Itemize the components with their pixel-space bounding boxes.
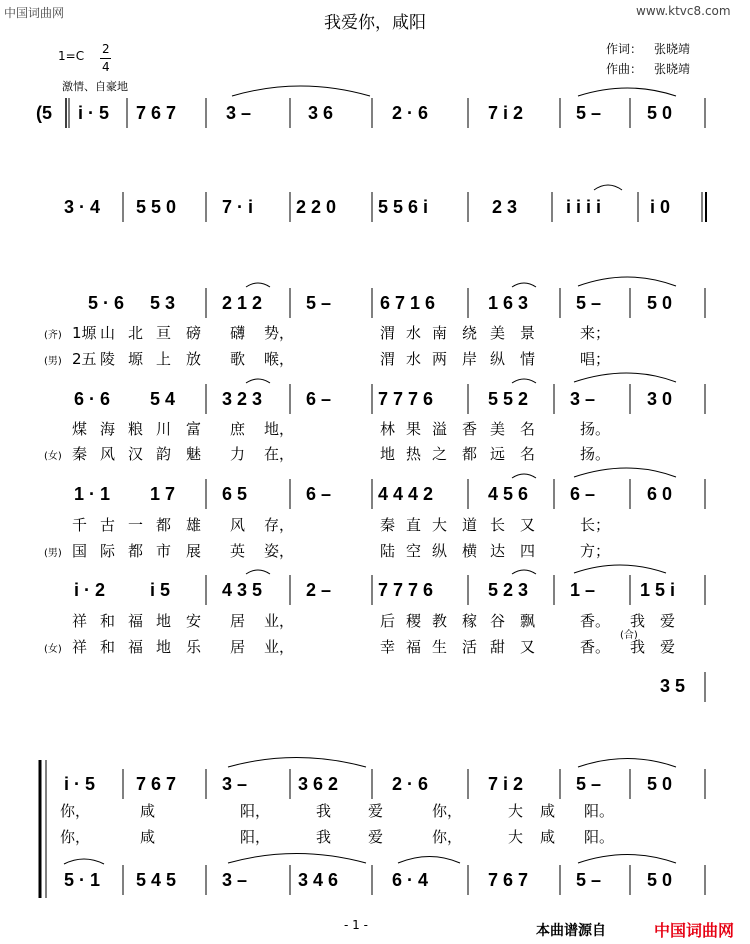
lyric-syllable: 势， [264, 324, 295, 342]
lyric-syllable: 咸 [540, 802, 556, 820]
lyric-syllable: 地， [264, 420, 295, 438]
time-signature-top: 2 [102, 42, 110, 56]
lyric-syllable: 幸 [380, 638, 396, 656]
svg-text:5 –: 5 – [576, 870, 602, 890]
lyric-syllable: 长 [490, 516, 506, 534]
svg-text:3 2 3: 3 2 3 [222, 389, 263, 409]
lyric-syllable: 塬 [128, 350, 144, 368]
svg-text:i i i i: i i i i [566, 197, 602, 217]
lyric-syllable: 富 [186, 420, 202, 438]
lyric-syllable: 古 [100, 516, 116, 534]
lyric-syllable: 甜 [490, 638, 506, 656]
svg-text:2 2 0: 2 2 0 [296, 197, 337, 217]
lyric-syllable: 直 [406, 516, 422, 534]
svg-text:6 · 6: 6 · 6 [74, 389, 111, 409]
part-tag-male: (男) [44, 548, 62, 559]
lyric-syllable: 福 [406, 638, 422, 656]
lyric-syllable: 煤 [72, 420, 88, 438]
lyricist-name: 张晓靖 [654, 42, 691, 56]
lyric-syllable: 渭 [380, 324, 396, 342]
svg-text:3 –: 3 – [570, 389, 596, 409]
svg-text:7 i 2: 7 i 2 [488, 103, 524, 123]
lyric-syllable: 溢 [432, 420, 448, 438]
lyric-syllable: 国 [72, 542, 88, 560]
lyric-syllable: 存， [264, 516, 295, 534]
svg-text:7 i 2: 7 i 2 [488, 774, 524, 794]
svg-text:2 3: 2 3 [492, 197, 518, 217]
svg-text:1 · 1: 1 · 1 [74, 484, 111, 504]
svg-text:5 5 0: 5 5 0 [136, 197, 177, 217]
lyric-syllable: 都 [128, 542, 144, 560]
svg-text:2 · 6: 2 · 6 [392, 103, 429, 123]
lyric-syllable: 林 [380, 420, 396, 438]
svg-text:5 4: 5 4 [150, 389, 176, 409]
lyric-syllable: 北 [128, 324, 144, 342]
svg-text:3 –: 3 – [226, 103, 252, 123]
lyric-syllable: 香。 [580, 638, 611, 656]
svg-text:3 6 2: 3 6 2 [298, 774, 339, 794]
lyric-syllable: 和 [100, 638, 116, 656]
lyric-syllable: 热 [406, 445, 422, 463]
lyric-syllable: 阳， [240, 828, 271, 846]
lyric-syllable: 我 [316, 828, 332, 846]
lyric-syllable: 陵 [100, 350, 116, 368]
lyric-syllable: 纵 [432, 542, 448, 560]
svg-text:7 · i: 7 · i [222, 197, 254, 217]
lyric-syllable: 香。 [580, 612, 611, 630]
lyric-syllable: 际 [100, 542, 116, 560]
lyric-syllable: 阳。 [584, 828, 615, 846]
composer-label: 作曲： [606, 62, 643, 76]
lyric-syllable: 景 [520, 324, 536, 342]
lyric-syllable: 展 [186, 542, 202, 560]
lyric-syllable: 纵 [490, 350, 506, 368]
svg-text:3 0: 3 0 [647, 389, 673, 409]
lyric-syllable: 风 [100, 445, 116, 463]
lyric-syllable: 秦 [380, 516, 396, 534]
page-number: - 1 - [344, 918, 368, 932]
lyric-syllable: 美 [490, 420, 506, 438]
footer-source-label: 本曲谱源自 [536, 923, 606, 939]
lyric-syllable: 你， [60, 828, 91, 846]
lyric-syllable: 飘 [520, 612, 536, 630]
lyric-syllable: 空 [406, 542, 422, 560]
svg-text:6 · 4: 6 · 4 [392, 870, 429, 890]
lyric-syllable: 庶 [230, 420, 246, 438]
lyric-syllable: 安 [186, 612, 202, 630]
svg-text:7 7 7 6: 7 7 7 6 [378, 389, 434, 409]
lyric-syllable: 名 [520, 445, 536, 463]
svg-text:5 0: 5 0 [647, 293, 673, 313]
lyric-syllable: 之 [432, 445, 448, 463]
part-tag-male: (男) [44, 356, 62, 367]
svg-text:3 –: 3 – [222, 870, 248, 890]
svg-text:3 –: 3 – [222, 774, 248, 794]
lyric-syllable: 喉， [264, 350, 295, 368]
lyric-syllable: 祥 [72, 612, 88, 630]
svg-text:6 7 1 6: 6 7 1 6 [380, 293, 436, 313]
lyric-syllable: 两 [432, 350, 448, 368]
svg-text:5 0: 5 0 [647, 870, 673, 890]
lyric-syllable: 咸 [140, 802, 156, 820]
lyric-syllable: 福 [128, 638, 144, 656]
svg-text:i · 5: i · 5 [64, 774, 96, 794]
lyric-syllable: 又 [520, 516, 536, 534]
lyric-syllable: 后 [380, 612, 396, 630]
svg-text:i · 5: i · 5 [78, 103, 110, 123]
lyric-syllable: 又 [520, 638, 536, 656]
lyric-syllable: 都 [462, 445, 478, 463]
svg-text:3 6: 3 6 [308, 103, 334, 123]
lyric-syllable: 汉 [128, 445, 144, 463]
svg-text:5 –: 5 – [576, 293, 602, 313]
svg-text:5 · 6: 5 · 6 [88, 293, 125, 313]
svg-text:i 5: i 5 [150, 580, 171, 600]
site-url-right: www.ktvc8.com [636, 4, 731, 18]
site-name-left: 中国词曲网 [4, 6, 65, 20]
lyric-syllable: 和 [100, 612, 116, 630]
svg-text:5 · 1: 5 · 1 [64, 870, 101, 890]
lyric-syllable: 歌 [230, 350, 246, 368]
svg-text:i 0: i 0 [650, 197, 671, 217]
lyric-syllable: 大 [508, 802, 524, 820]
lyric-syllable: 魅 [186, 445, 202, 463]
lyric-syllable: 长； [580, 516, 611, 534]
lyric-syllable: 风 [230, 516, 246, 534]
lyric-syllable: 阳。 [584, 802, 615, 820]
lyric-syllable: 海 [100, 420, 116, 438]
part-tag-chorus: (齐) [44, 330, 62, 341]
lyric-syllable: 陆 [380, 542, 396, 560]
lyric-syllable: 扬。 [580, 445, 611, 463]
lyric-syllable: 粮 [128, 420, 144, 438]
lyric-syllable: 业， [264, 638, 295, 656]
lyric-syllable: 山 [100, 324, 116, 342]
lyric-syllable: 千 [72, 516, 88, 534]
svg-text:5 –: 5 – [576, 103, 602, 123]
lyric-syllable: 教 [432, 612, 448, 630]
lyric-syllable: 稷 [406, 612, 422, 630]
svg-text:7 6 7: 7 6 7 [136, 103, 177, 123]
svg-text:5 3: 5 3 [150, 293, 176, 313]
lyric-syllable: 地 [156, 638, 172, 656]
lyric-syllable: 咸 [140, 828, 156, 846]
lyric-syllable: 香 [462, 420, 478, 438]
svg-text:6 5: 6 5 [222, 484, 248, 504]
time-signature-bottom: 4 [102, 60, 110, 74]
lyric-syllable: 亘 [156, 324, 172, 342]
lyric-syllable: 爱 [660, 638, 676, 656]
svg-text:4 5 6: 4 5 6 [488, 484, 529, 504]
part-tag-tutti: (合) [620, 630, 638, 641]
lyric-syllable: 福 [128, 612, 144, 630]
lyric-syllable: 扬。 [580, 420, 611, 438]
lyric-syllable: 生 [432, 638, 448, 656]
lyric-syllable: 咸 [540, 828, 556, 846]
lyric-syllable: 达 [490, 542, 506, 560]
lyric-syllable: 在， [264, 445, 295, 463]
lyric-syllable: 来； [580, 324, 611, 342]
svg-text:6 –: 6 – [306, 389, 332, 409]
svg-text:2 1 2: 2 1 2 [222, 293, 263, 313]
lyric-syllable: 一 [128, 516, 144, 534]
svg-text:7 7 7 6: 7 7 7 6 [378, 580, 434, 600]
svg-text:1 –: 1 – [570, 580, 596, 600]
lyric-syllable: 美 [490, 324, 506, 342]
svg-text:5 5 2: 5 5 2 [488, 389, 529, 409]
lyric-syllable: 爱 [368, 802, 384, 820]
lyric-syllable: 岸 [462, 350, 478, 368]
svg-text:3 5: 3 5 [660, 676, 686, 696]
lyric-syllable: 爱 [660, 612, 676, 630]
svg-text:6 –: 6 – [570, 484, 596, 504]
lyric-syllable: 名 [520, 420, 536, 438]
lyric-syllable: 居 [230, 638, 246, 656]
lyric-syllable: 我 [316, 802, 332, 820]
lyric-syllable: 我 [630, 638, 646, 656]
lyric-syllable: 南 [432, 324, 448, 342]
svg-text:1 6 3: 1 6 3 [488, 293, 529, 313]
lyric-syllable: 乐 [186, 638, 202, 656]
lyric-syllable: 祥 [72, 638, 88, 656]
svg-text:i · 2: i · 2 [74, 580, 106, 600]
lyric-syllable: 水 [406, 350, 422, 368]
lyric-syllable: 水 [406, 324, 422, 342]
composer-name: 张晓靖 [654, 62, 691, 76]
lyric-syllable: 放 [186, 350, 202, 368]
lyric-syllable: 稼 [462, 612, 478, 630]
svg-text:5 4 5: 5 4 5 [136, 870, 177, 890]
lyric-syllable: 川 [156, 420, 172, 438]
song-title: 我爱你，咸阳 [324, 13, 426, 33]
lyric-syllable: 你， [60, 802, 91, 820]
lyric-syllable: 你， [432, 828, 463, 846]
lyric-syllable: 道 [462, 516, 478, 534]
lyric-syllable: 情 [520, 350, 536, 368]
lyric-syllable: 大 [432, 516, 448, 534]
lyricist-label: 作词： [606, 42, 643, 56]
lyric-syllable: 韵 [156, 445, 172, 463]
lyric-syllable: 居 [230, 612, 246, 630]
lyric-syllable: 远 [490, 445, 506, 463]
lyric-syllable: 阳， [240, 802, 271, 820]
lyric-syllable: 谷 [490, 612, 506, 630]
svg-text:7 6 7: 7 6 7 [136, 774, 177, 794]
lyric-syllable: 活 [462, 638, 478, 656]
lyric-syllable: 地 [380, 445, 396, 463]
lyric-syllable: 渭 [380, 350, 396, 368]
lyric-syllable: 力 [230, 445, 246, 463]
lyric-syllable: 四 [520, 542, 536, 560]
lyric-syllable: 2五 [72, 350, 97, 368]
key-signature: 1=C [58, 49, 85, 63]
lyric-syllable: 方； [580, 542, 611, 560]
svg-text:5 2 3: 5 2 3 [488, 580, 529, 600]
lyric-syllable: 果 [406, 420, 422, 438]
lyric-syllable: 姿， [264, 542, 295, 560]
lyric-syllable: 唱； [580, 350, 611, 368]
lyric-syllable: 英 [230, 542, 246, 560]
lyric-syllable: 爱 [368, 828, 384, 846]
lyric-syllable: 秦 [72, 445, 88, 463]
lyric-syllable: 市 [156, 542, 172, 560]
svg-text:4 4 4 2: 4 4 4 2 [378, 484, 434, 504]
svg-text:5 0: 5 0 [647, 774, 673, 794]
svg-text:3 4 6: 3 4 6 [298, 870, 339, 890]
svg-text:6 0: 6 0 [647, 484, 673, 504]
lyric-syllable: 绕 [462, 324, 478, 342]
svg-text:3 · 4: 3 · 4 [64, 197, 101, 217]
lyric-syllable: 我 [630, 612, 646, 630]
lyric-syllable: 上 [156, 350, 172, 368]
svg-text:4 3 5: 4 3 5 [222, 580, 263, 600]
lyric-syllable: 磅 [186, 324, 202, 342]
lyric-syllable: 都 [156, 516, 172, 534]
svg-text:1 5 i: 1 5 i [640, 580, 676, 600]
svg-text:2 · 6: 2 · 6 [392, 774, 429, 794]
lyric-syllable: 大 [508, 828, 524, 846]
svg-text:1 7: 1 7 [150, 484, 176, 504]
svg-text:6 –: 6 – [306, 484, 332, 504]
part-tag-female: (女) [44, 451, 62, 462]
part-tag-female: (女) [44, 644, 62, 655]
svg-text:5 5 6 i: 5 5 6 i [378, 197, 429, 217]
footer-site-name: 中国词曲网 [654, 921, 735, 940]
svg-text:5 –: 5 – [306, 293, 332, 313]
svg-text:5 –: 5 – [576, 774, 602, 794]
svg-text:7 6 7: 7 6 7 [488, 870, 529, 890]
lyric-syllable: 横 [462, 542, 478, 560]
lyric-syllable: 业， [264, 612, 295, 630]
svg-text:5 0: 5 0 [647, 103, 673, 123]
lyric-syllable: 你， [432, 802, 463, 820]
lyric-syllable: 雄 [186, 516, 202, 534]
svg-text:(5: (5 [36, 103, 53, 123]
svg-text:2 –: 2 – [306, 580, 332, 600]
tempo-marking: 激情、自豪地 [62, 80, 128, 93]
lyric-syllable: 礴 [230, 324, 246, 342]
lyric-syllable: 地 [156, 612, 172, 630]
lyric-syllable: 1塬 [72, 324, 97, 342]
